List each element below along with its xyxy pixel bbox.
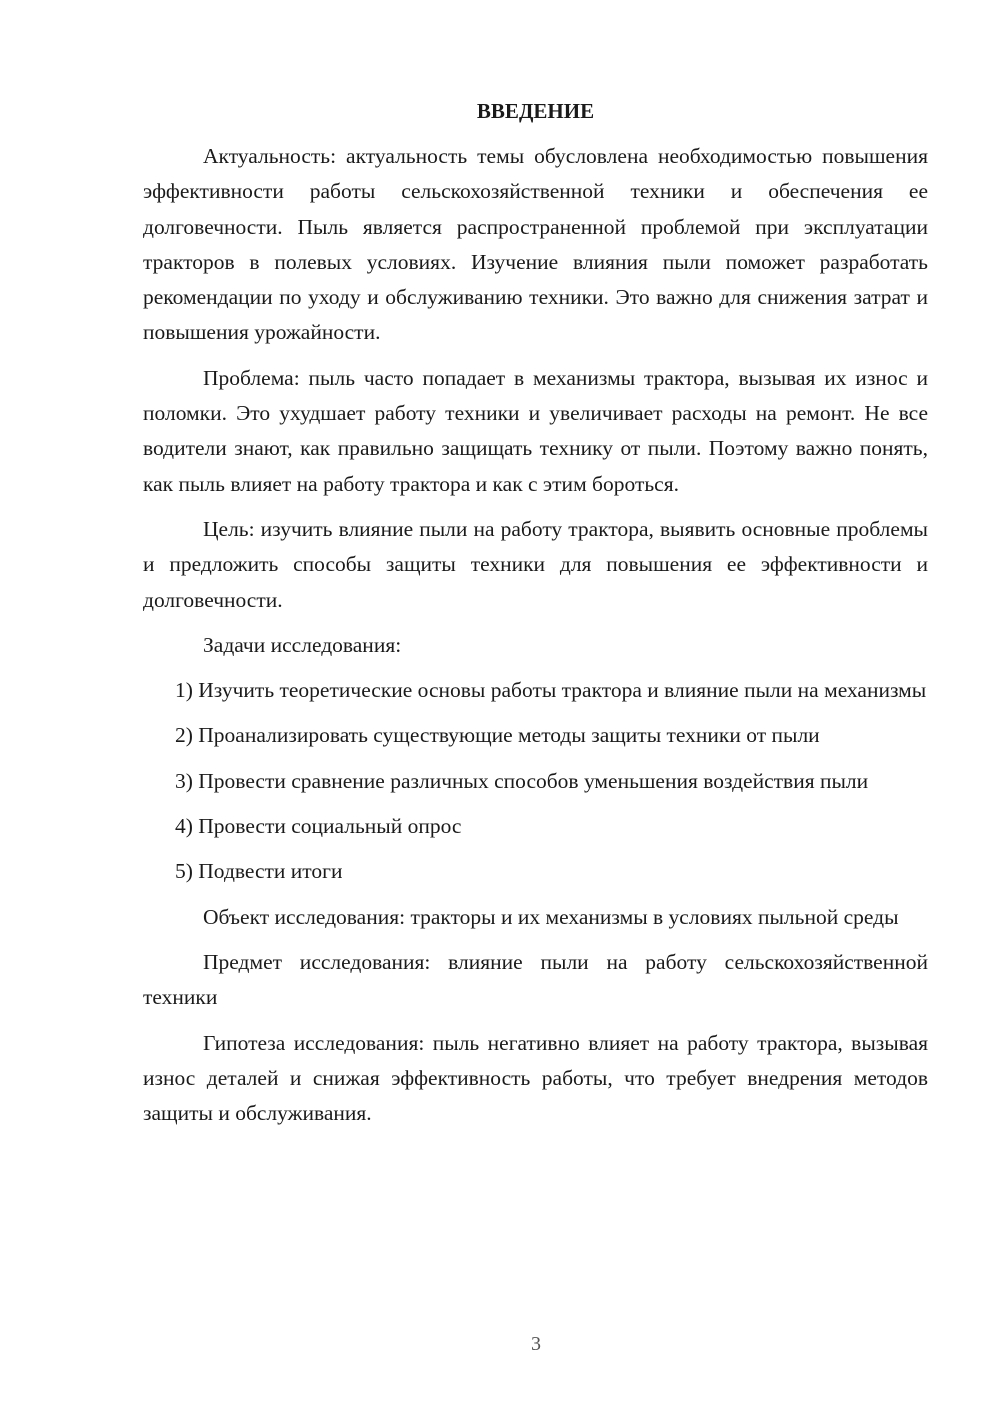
- task-item-5: 5) Подвести итоги: [175, 859, 343, 884]
- paragraph-hypothesis: Гипотеза исследования: пыль негативно влияет на работу трактора, вызывая износ деталей и снижая эффективность работы, что требует внедрения методов защиты и обслуживания.: [143, 1030, 928, 1126]
- section-title: ВВЕДЕНИЕ: [476, 99, 595, 123]
- document-page: [143, 95, 928, 1141]
- task-item-3: 3) Провести сравнение различных способов уменьшения воздействия пыли: [175, 768, 869, 793]
- paragraph-subject: Предмет исследования: влияние пыли на работу сельскохозяйственной техники: [143, 949, 928, 1010]
- tasks-heading: Задачи исследования:: [203, 632, 402, 657]
- paragraph-problem: Проблема: пыль часто попадает в механизмы трактора, вызывая их износ и поломки. Это ухудшает работу техники и увеличивает расходы на ремонт. Не все водители знают, как правильно защищать технику от пыли. Поэтому важно понять, как пыль влияет на работу трактора и как с этим бороться.: [143, 365, 928, 496]
- paragraph-object: Объект исследования: тракторы и их механизмы в условиях пыльной среды: [203, 904, 899, 929]
- paragraph-goal: Цель: изучить влияние пыли на работу трактора, выявить основные проблемы и предложить способы защиты техники для повышения ее эффективности и долговечности.: [143, 516, 928, 612]
- page-number: 3: [531, 1333, 541, 1355]
- task-item-2: 2) Проанализировать существующие методы защиты техники от пыли: [175, 723, 820, 748]
- task-item-4: 4) Провести социальный опрос: [175, 814, 462, 839]
- paragraph-relevance: Актуальность: актуальность темы обусловлена необходимостью повышения эффективности работы сельскохозяйственной техники и обеспечения ее долговечности. Пыль является распространенной проблемой при эксплуатации тракторов в полевых условиях. Изучение влияния пыли поможет разработать рекомендации по уходу и обслуживанию техники. Это важно для снижения затрат и повышения урожайности.: [143, 144, 928, 345]
- task-item-1: 1) Изучить теоретические основы работы трактора и влияние пыли на механизмы: [175, 678, 927, 703]
